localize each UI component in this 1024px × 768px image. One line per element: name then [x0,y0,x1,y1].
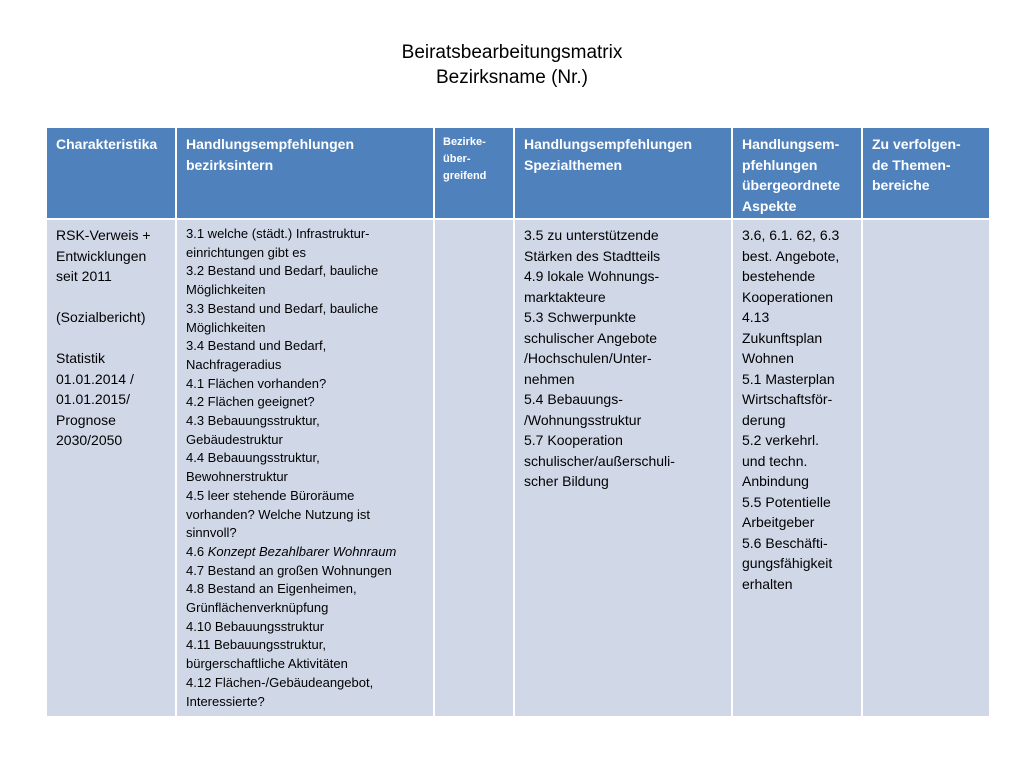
table-row [46,219,990,717]
header-uebergeordnet [732,127,862,219]
cell-line: derung [742,411,786,428]
header-line: Spezialthemen [524,156,623,173]
cell-content [177,220,433,711]
cell-line: Interessierte? [186,693,265,709]
cell-line: 5.2 verkehrl. [742,432,820,448]
cell-line: bestehende [742,268,816,284]
cell-line: 4.4 Bebauungsstruktur, [186,450,320,466]
cell-line: Möglichkeiten [186,282,266,298]
cell-line: 4.5 leer stehende Büroräume [186,487,355,503]
header-line: pfehlungen [742,156,818,173]
spacer [56,328,169,349]
header-text [435,128,513,185]
cell-line: Zukunftsplan [742,329,823,346]
cell-line: /Wohnungsstruktur [524,411,642,428]
cell-line: 5.1 Masterplan [742,370,835,387]
header-line: bezirksintern [186,156,274,173]
header-text [863,128,989,196]
cell-line: 01.01.2014 / [56,370,134,387]
cell-line: 5.5 Potentielle [742,493,831,510]
header-line: Handlungsempfehlungen [524,136,692,152]
cell-line: 3.1 welche (städt.) Infrastruktur- [186,226,370,241]
cell-line: scher Bildung [524,473,609,489]
title-line-1: Beiratsbearbeitungsmatrix [401,42,623,63]
header-line: über- [443,153,471,165]
cell-line: sinnvoll? [186,525,237,541]
cell-line: Entwicklungen [56,247,147,264]
cell-line: 5.6 Beschäfti- [742,534,828,551]
header-line: Handlungsempfehlungen [186,136,354,152]
header-themenbereiche [862,127,990,219]
cell-line: seit 2011 [56,268,112,284]
cell-line: gungsfähigkeit [742,555,833,571]
cell-line: 4.1 Flächen vorhanden? [186,375,327,391]
header-spezialthemen [514,127,732,219]
cell-line: 5.3 Schwerpunkte [524,309,637,325]
cell-content [47,220,175,451]
header-text [733,128,861,216]
cell-line: Arbeitgeber [742,514,815,530]
cell-line: best. Angebote, [742,247,840,264]
cell-line [186,543,427,562]
cell-line: 2030/2050 [56,432,123,448]
header-line: Zu verfolgen- [872,136,961,152]
cell-uebergeordnet [732,219,862,717]
cell-themenbereiche [862,219,990,717]
cell-line: 3.2 Bestand und Bedarf, bauliche [186,263,379,279]
header-row [46,127,990,219]
cell-line: 3.5 zu unterstützende [524,227,659,243]
cell-line: 4.9 lokale Wohnungs- [524,268,660,284]
header-line: übergeordnete [742,177,841,193]
spacer [56,287,169,308]
cell-line: Anbindung [742,473,809,489]
cell-line: Stärken des Stadtteils [524,247,661,264]
cell-line: Möglichkeiten [186,319,266,335]
cell-line: marktakteure [524,288,606,305]
cell-line: Wohnen [742,350,794,366]
header-bezirksintern [176,127,434,219]
cell-content [515,220,731,492]
cell-line: 5.4 Bebauungs- [524,391,623,407]
cell-line: 4.13 [742,309,770,325]
cell-line: (Sozialbericht) [56,309,146,325]
header-bezirkeuebergreifend [434,127,514,219]
header-line: de Themen- [872,156,951,173]
cell-content [733,220,861,594]
cell-line: 4.10 Bebauungsstruktur [186,618,325,634]
cell-line: 4.12 Flächen-/Gebäudeangebot, [186,674,374,690]
cell-line: Nachfrageradius [186,356,282,372]
item-number: 4.6 [186,543,208,559]
cell-bezirksintern [176,219,434,717]
cell-line: Grünflächenverknüpfung [186,600,329,616]
cell-line: 01.01.2015/ [56,391,130,407]
item-italic-text: Konzept Bezahlbarer Wohnraum [207,543,397,559]
cell-line: 3.3 Bestand und Bedarf, bauliche [186,300,379,316]
cell-line: bürgerschaftliche Aktivitäten [186,656,348,672]
slide-title [0,40,1024,90]
cell-line: Statistik [56,350,106,366]
cell-content [863,220,989,225]
cell-line: RSK-Verweis + [56,227,151,243]
cell-line: Wirtschaftsför- [742,391,833,407]
cell-line: erhalten [742,575,793,592]
header-text [47,128,175,155]
cell-line: 4.11 Bebauungsstruktur, [186,637,326,653]
cell-line: 5.7 Kooperation [524,432,623,448]
header-line: Aspekte [742,197,797,214]
cell-line: 3.6, 6.1. 62, 6.3 [742,227,840,243]
header-line: Handlungsem- [742,136,840,152]
cell-content [435,220,513,225]
cell-line: schulischer Angebote [524,329,658,346]
cell-line: schulischer/außerschuli- [524,452,675,469]
cell-line: einrichtungen gibt es [186,244,306,260]
cell-line: und techn. [742,452,808,469]
cell-line: 4.7 Bestand an großen Wohnungen [186,562,392,578]
cell-line: Gebäudestruktur [186,431,283,447]
cell-line: vorhanden? Welche Nutzung ist [186,506,371,522]
header-text [177,128,433,175]
header-line: greifend [443,170,487,182]
cell-line: /Hochschulen/Unter- [524,350,652,366]
cell-line: 3.4 Bestand und Bedarf, [186,338,327,354]
cell-line: Kooperationen [742,288,834,305]
header-line: Charakteristika [56,136,158,152]
cell-line: 4.8 Bestand an Eigenheimen, [186,581,357,597]
cell-line: 4.3 Bebauungsstruktur, [186,413,320,429]
header-line: Bezirke- [443,136,486,148]
cell-spezialthemen [514,219,732,717]
cell-line: Prognose [56,411,116,428]
header-charakteristika [46,127,176,219]
header-line: bereiche [872,177,930,193]
title-line-2: Bezirksname (Nr.) [435,67,589,88]
matrix-table [45,126,991,718]
cell-line: 4.2 Flächen geeignet? [186,394,315,410]
cell-charakteristika [46,219,176,717]
cell-line: nehmen [524,370,575,387]
cell-line: Bewohnerstruktur [186,469,288,485]
header-text [515,128,731,175]
cell-bezirkeuebergreifend [434,219,514,717]
